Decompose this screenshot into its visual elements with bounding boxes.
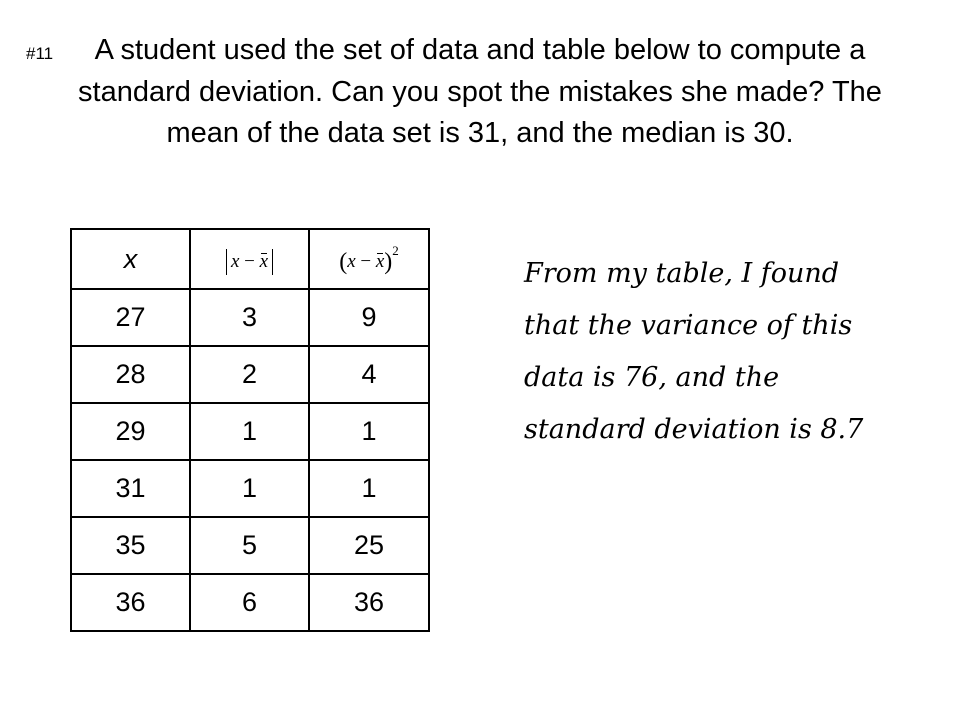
cell-deviation: 6: [190, 574, 309, 631]
commentary-line: standard deviation is 8.7: [524, 414, 864, 445]
sq-formula-minus: −: [360, 250, 372, 272]
cell-squared: 9: [309, 289, 429, 346]
header-squared-deviation: [309, 229, 429, 289]
cell-deviation: 5: [190, 517, 309, 574]
squared-deviation-formula: [339, 243, 399, 276]
sq-formula-var: x: [347, 250, 356, 272]
table-row: [71, 346, 429, 403]
cell-squared: 1: [309, 460, 429, 517]
cell-x: 27: [71, 289, 190, 346]
cell-squared: 25: [309, 517, 429, 574]
cell-x: 29: [71, 403, 190, 460]
cell-deviation: 1: [190, 460, 309, 517]
table-row: [71, 517, 429, 574]
cell-squared: 36: [309, 574, 429, 631]
student-commentary: [524, 248, 944, 456]
deviation-table: [70, 228, 430, 632]
cell-deviation: 3: [190, 289, 309, 346]
cell-x: 35: [71, 517, 190, 574]
absolute-deviation-formula: [226, 249, 273, 275]
question-text: A student used the set of data and table below to compute a standard deviation. Can you spot the mistakes she made? The mean of the data set is 31, and the median is 30.: [78, 34, 882, 149]
commentary-line: that the variance of this: [524, 310, 853, 341]
cell-deviation: 1: [190, 403, 309, 460]
header-x: [71, 229, 190, 289]
commentary-line: data is 76, and the: [524, 362, 780, 393]
sq-formula-open: (: [339, 248, 348, 275]
sq-formula-mean: x: [375, 250, 385, 272]
abs-formula-var: x: [230, 251, 240, 272]
problem-number: #11: [26, 44, 54, 63]
header-x-label: x: [123, 243, 138, 274]
cell-x: 28: [71, 346, 190, 403]
table-row: [71, 403, 429, 460]
cell-x: 31: [71, 460, 190, 517]
cell-squared: 1: [309, 403, 429, 460]
sq-formula-close: ): [384, 248, 393, 275]
table-row: [71, 574, 429, 631]
table-header-row: [71, 229, 429, 289]
sq-formula-exponent: 2: [392, 242, 399, 258]
cell-x: 36: [71, 574, 190, 631]
header-absolute-deviation: [190, 229, 309, 289]
abs-formula-mean: x: [259, 251, 269, 272]
table-row: [71, 289, 429, 346]
table-row: [71, 460, 429, 517]
abs-formula-minus: −: [244, 251, 255, 272]
commentary-line: From my table, I found: [524, 258, 840, 289]
cell-deviation: 2: [190, 346, 309, 403]
cell-squared: 4: [309, 346, 429, 403]
